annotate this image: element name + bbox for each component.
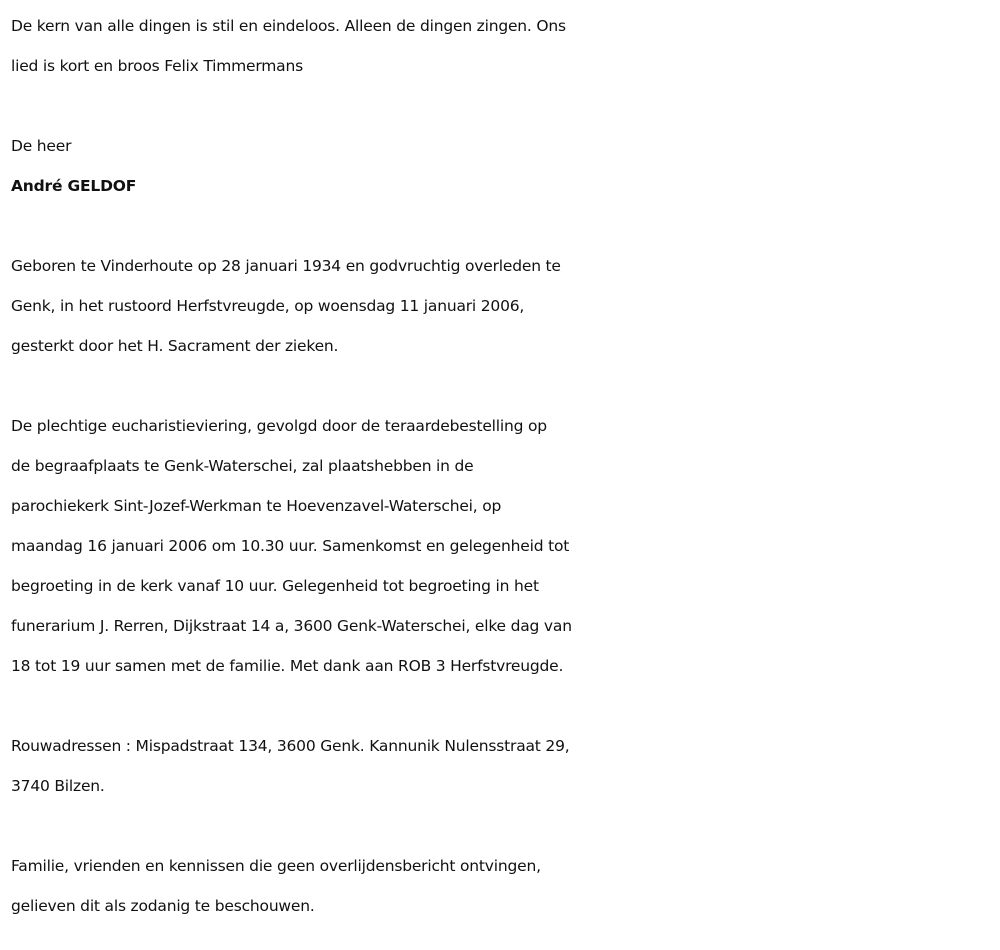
quote-line: lied is kort en broos Felix Timmermans (11, 57, 303, 75)
ceremony-paragraph (11, 406, 990, 686)
paragraph-gap (11, 86, 990, 126)
paragraph-gap (11, 366, 990, 406)
ceremony-line: begroeting in de kerk vanaf 10 uur. Gelegenheid tot begroeting in het (11, 577, 539, 595)
ceremony-line: de begraafplaats te Genk-Waterschei, zal plaatshebben in de (11, 457, 474, 475)
paragraph-gap (11, 206, 990, 246)
closing-paragraph (11, 846, 990, 926)
birth-death-line: gesterkt door het H. Sacrament der zieken. (11, 337, 339, 355)
ceremony-line: 18 tot 19 uur samen met de familie. Met dank aan ROB 3 Herfstvreugde. (11, 657, 564, 675)
ceremony-line: parochiekerk Sint-Jozef-Werkman te Hoevenzavel-Waterschei, op (11, 497, 502, 515)
birth-death-paragraph (11, 246, 990, 366)
birth-death-line: Geboren te Vinderhoute op 28 januari 1934 en godvruchtig overleden te (11, 257, 561, 275)
birth-death-line: Genk, in het rustoord Herfstvreugde, op woensdag 11 januari 2006, (11, 297, 525, 315)
closing-line: gelieven dit als zodanig te beschouwen. (11, 897, 315, 915)
ceremony-line: maandag 16 januari 2006 om 10.30 uur. Samenkomst en gelegenheid tot (11, 537, 570, 555)
ceremony-line: funerarium J. Rerren, Dijkstraat 14 a, 3600 Genk-Waterschei, elke dag van (11, 617, 572, 635)
deceased-block (11, 126, 990, 206)
address-line: Rouwadressen : Mispadstraat 134, 3600 Genk. Kannunik Nulensstraat 29, (11, 737, 570, 755)
deceased-name: André GELDOF (11, 177, 137, 195)
paragraph-gap (11, 686, 990, 726)
address-line: 3740 Bilzen. (11, 777, 105, 795)
quote-paragraph (11, 6, 990, 86)
salutation: De heer (11, 137, 72, 155)
ceremony-line: De plechtige eucharistieviering, gevolgd door de teraardebestelling op (11, 417, 547, 435)
quote-line: De kern van alle dingen is stil en eindeloos. Alleen de dingen zingen. Ons (11, 17, 566, 35)
addresses-paragraph (11, 726, 990, 806)
paragraph-gap (11, 806, 990, 846)
closing-line: Familie, vrienden en kennissen die geen overlijdensbericht ontvingen, (11, 857, 541, 875)
